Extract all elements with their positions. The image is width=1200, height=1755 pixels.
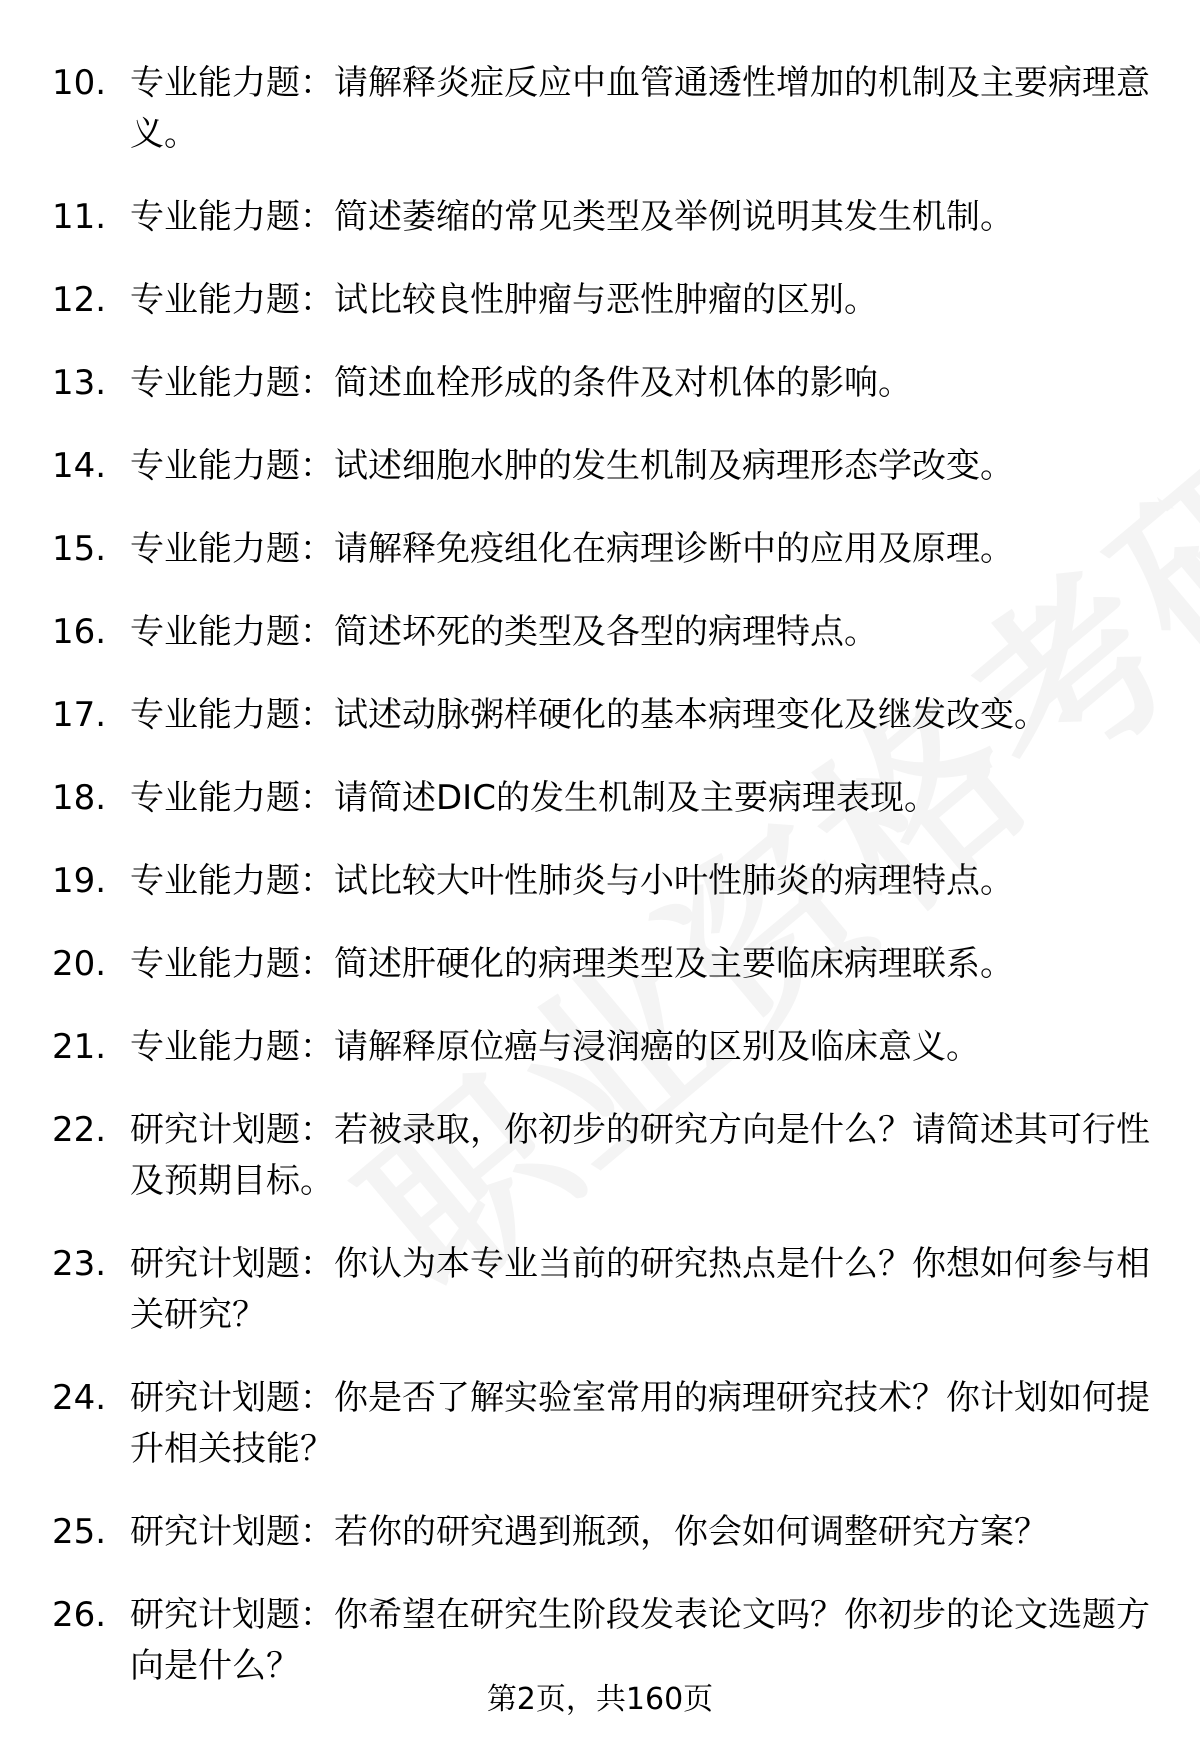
question-category: 专业能力题： xyxy=(130,529,334,569)
question-item xyxy=(52,441,1162,492)
question-number: 16. xyxy=(52,612,107,652)
question-text: 请解释炎症反应中血管通透性增加的机制及主要病理意义。 xyxy=(130,63,1150,154)
question-text: 简述坏死的类型及各型的病理特点。 xyxy=(334,612,878,652)
question-item xyxy=(52,1373,1162,1475)
question-category: 专业能力题： xyxy=(130,778,334,818)
question-category: 专业能力题： xyxy=(130,446,334,486)
question-text: 简述萎缩的常见类型及举例说明其发生机制。 xyxy=(334,197,1014,237)
question-item xyxy=(52,690,1162,741)
question-text: 请简述DIC的发生机制及主要病理表现。 xyxy=(334,778,938,818)
question-category: 专业能力题： xyxy=(130,944,334,984)
question-category: 专业能力题： xyxy=(130,1027,334,1067)
question-number: 12. xyxy=(52,280,107,320)
question-category: 专业能力题： xyxy=(130,363,334,403)
question-number: 15. xyxy=(52,529,107,569)
question-category: 专业能力题： xyxy=(130,861,334,901)
question-category: 专业能力题： xyxy=(130,612,334,652)
question-item xyxy=(52,1239,1162,1341)
question-number: 20. xyxy=(52,944,107,984)
question-text: 试述动脉粥样硬化的基本病理变化及继发改变。 xyxy=(334,695,1048,735)
question-number: 23. xyxy=(52,1244,107,1284)
question-list xyxy=(52,58,1162,1724)
question-item xyxy=(52,1590,1162,1692)
question-text: 请解释原位癌与浸润癌的区别及临床意义。 xyxy=(334,1027,980,1067)
question-category: 研究计划题： xyxy=(130,1378,334,1418)
question-number: 24. xyxy=(52,1378,107,1418)
question-category: 研究计划题： xyxy=(130,1512,334,1552)
question-item xyxy=(52,358,1162,409)
page-number: 第2页，共160页 xyxy=(486,1682,714,1717)
question-text: 若你的研究遇到瓶颈，你会如何调整研究方案？ xyxy=(334,1512,1048,1552)
question-text: 你是否了解实验室常用的病理研究技术？你计划如何提升相关技能？ xyxy=(130,1378,1150,1469)
question-category: 研究计划题： xyxy=(130,1244,334,1284)
question-item xyxy=(52,1507,1162,1558)
question-category: 研究计划题： xyxy=(130,1595,334,1635)
question-category: 专业能力题： xyxy=(130,63,334,103)
question-text: 简述肝硬化的病理类型及主要临床病理联系。 xyxy=(334,944,1014,984)
question-text: 若被录取，你初步的研究方向是什么？请简述其可行性及预期目标。 xyxy=(130,1110,1150,1201)
question-item xyxy=(52,607,1162,658)
question-category: 专业能力题： xyxy=(130,197,334,237)
question-category: 研究计划题： xyxy=(130,1110,334,1150)
question-text: 你认为本专业当前的研究热点是什么？你想如何参与相关研究？ xyxy=(130,1244,1150,1335)
question-number: 25. xyxy=(52,1512,107,1552)
question-number: 19. xyxy=(52,861,107,901)
question-number: 21. xyxy=(52,1027,107,1067)
question-item xyxy=(52,856,1162,907)
question-text: 简述血栓形成的条件及对机体的影响。 xyxy=(334,363,912,403)
question-number: 26. xyxy=(52,1595,107,1635)
question-text: 试比较大叶性肺炎与小叶性肺炎的病理特点。 xyxy=(334,861,1014,901)
question-item xyxy=(52,1022,1162,1073)
question-text: 你希望在研究生阶段发表论文吗？你初步的论文选题方向是什么？ xyxy=(130,1595,1150,1686)
question-number: 13. xyxy=(52,363,107,403)
question-item xyxy=(52,939,1162,990)
question-text: 请解释免疫组化在病理诊断中的应用及原理。 xyxy=(334,529,1014,569)
question-number: 22. xyxy=(52,1110,107,1150)
question-text: 试比较良性肿瘤与恶性肿瘤的区别。 xyxy=(334,280,878,320)
question-category: 专业能力题： xyxy=(130,280,334,320)
question-item xyxy=(52,58,1162,160)
question-item xyxy=(52,524,1162,575)
question-text: 试述细胞水肿的发生机制及病理形态学改变。 xyxy=(334,446,1014,486)
question-number: 11. xyxy=(52,197,107,237)
question-category: 专业能力题： xyxy=(130,695,334,735)
question-number: 17. xyxy=(52,695,107,735)
question-item xyxy=(52,1105,1162,1207)
question-number: 18. xyxy=(52,778,107,818)
question-item xyxy=(52,773,1162,824)
question-number: 14. xyxy=(52,446,107,486)
question-item xyxy=(52,192,1162,243)
question-number: 10. xyxy=(52,63,107,103)
question-item xyxy=(52,275,1162,326)
